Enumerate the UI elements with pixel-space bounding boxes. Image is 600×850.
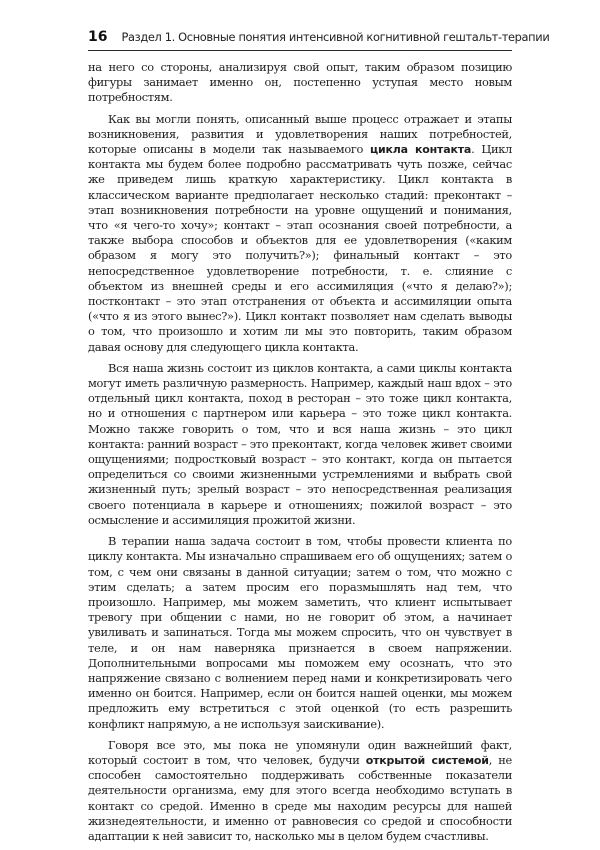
paragraph xyxy=(88,361,512,528)
paragraph-text: В терапии наша задача состоит в том, чтобы провести клиента по циклу контакта. Мы изначально спрашиваем его об ощущениях; затем о том, с чем они связаны в данной ситуации; затем о том, что можно с этим сделать; а затем просим его поразмышлять над тем, что произошло. Например, мы можем заметить, что клиент испытывает тревогу при общении с нами, но не говорит об этом, а начинает увиливать и запинаться. Тогда мы можем спросить, что он чувствует в теле, и он нам наверняка признается в своем напряжении. Дополнительными вопросами мы поможем ему осознать, что это напряжение связано с волнением перед нами и конкретизировать чего именно он боится. Например, если он боится нашей оценки, мы можем предложить ему встретиться с этой оценкой (то есть разрешить конфликт напрямую, а не используя заискивание). xyxy=(88,534,512,731)
paragraph-text: Вся наша жизнь состоит из циклов контакта, а сами циклы контакта могут иметь различную размерность. Например, каждый наш вдох – это отдельный цикл контакта, поход в ресторан – это тоже цикл контакта, но и отношения с партнером или карьера – это тоже цикл контакта. Можно также говорить о том, что и вся наша жизнь – это цикл контакта: ранний возраст – это преконтакт, когда человек живет своими ощущениями; подростковый возраст – это контакт, когда он пытается определиться со своими жизненными устремлениями и выбрать свой жизненный путь; зрелый возраст – это непосредственная реализация своего потенциала в карьере и отношениях; пожилой возраст – это осмысление и ассимиляция прожитой жизни. xyxy=(88,360,512,527)
bold-term: открытой системой xyxy=(365,753,489,767)
bold-term: цикла контакта xyxy=(370,143,472,157)
paragraph-text: Как вы могли понять, описанный выше процесс отражает и этапы возникновения, развития и удовлетворения наших потребностей, которые описаны в модели так называемого xyxy=(88,111,512,157)
paragraph xyxy=(88,60,512,106)
paragraph-text: Говоря все это, мы пока не упомянули один важнейший факт, который состоит в том, что человек, будучи xyxy=(88,737,512,767)
paragraph-text: . Цикл контакта мы будем более подробно рассматривать чуть позже, сейчас же приведем лишь краткую характеристику. Цикл контакта в классическом варианте предполагает несколько стадий: преконтакт – этап возникновения потребности на уровне ощущений и понимания, что «я чего-то хочу»; контакт – этап осознания своей потребности, а также выбора способов и объектов для ее удовлетворения («каким образом я могу это получить?»); финальный контакт – это непосредственное удовлетворение потребности, т. е. слияние с объектом из внешней среды и его ассимиляция («что я делаю?»); постконтакт – это этап отстранения от объекта и ассимиляции опыта («что я из этого вынес?»). Цикл контакт позволяет нам сделать выводы о том, что произошло и хотим ли мы это повторить, таким образом давая основу для следующего цикла контакта. xyxy=(88,142,512,354)
running-head: Раздел 1. Основные понятия интенсивной когнитивной гештальт-терапии xyxy=(121,30,550,44)
page-number: 16 xyxy=(88,29,108,45)
paragraph xyxy=(88,534,512,732)
paragraph xyxy=(88,738,512,844)
paragraph-text: , не способен самостоятельно поддерживать собственные показатели деятельности организма, ему для этого всегда необходимо вступать в контакт со средой. Именно в среде мы находим ресурсы для нашей жизнедеятельности, и именно от равновесия со средой и способности адаптации к ней зависит то, насколько мы в целом будем счастливы. xyxy=(88,752,512,843)
paragraph xyxy=(88,112,512,355)
paragraph-text: на него со стороны, анализируя свой опыт, таким образом позицию фигуры занимает именно он, постепенно уступая место новым потребностям. xyxy=(88,60,512,105)
page-header xyxy=(88,24,550,51)
body-text xyxy=(88,60,512,850)
